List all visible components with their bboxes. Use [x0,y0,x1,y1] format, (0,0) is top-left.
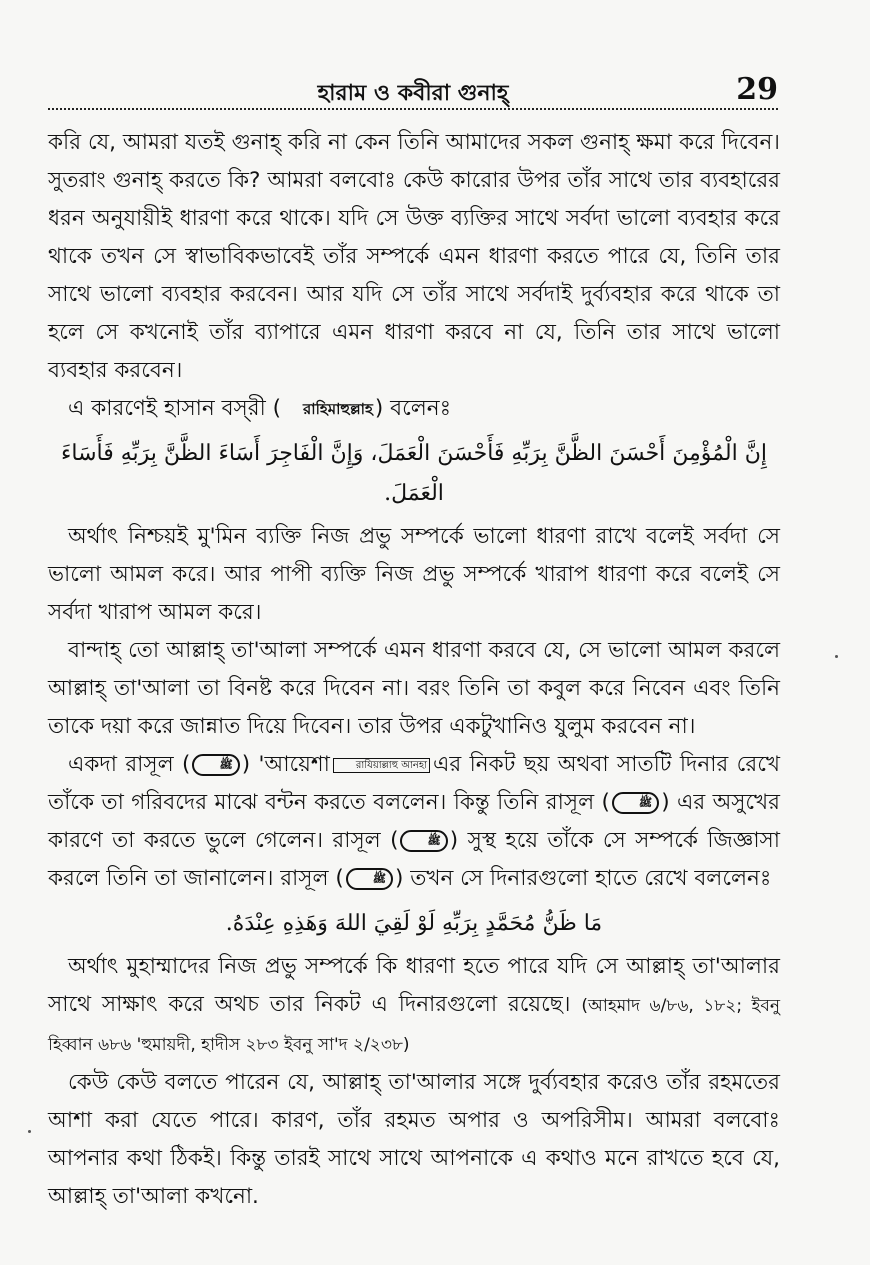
prophet-seal-icon: ﷺ [346,868,393,890]
p5-part-f: ) তখন সে দিনারগুলো হাতে রেখে বললেনঃ [395,866,772,891]
page-header [48,72,778,110]
paragraph-6-text: অর্থাৎ মুহাম্মাদের নিজ প্রভু সম্পর্কে কি ধারণা হতে পারে যদি সে আল্লাহ্ তা'আলার সাথে সাক্ষাৎ করে অথচ তার নিকট এ দিনারগুলো রয়েছে। [48,954,780,1017]
prophet-seal-icon: ﷺ [400,830,447,852]
arabic-quote-1: إِنَّ الْمُؤْمِنَ أَحْسَنَ الظَّنَّ بِرَبِّهِ فَأَحْسَنَ الْعَمَلَ، وَإِنَّ الْفَاجِرَ أَسَاءَ الظَّنَّ بِرَبِّهِ فَأَسَاءَ الْعَمَلَ. [61,441,767,506]
paragraph-7: কেউ কেউ বলতে পারেন যে, আল্লাহ্ তা'আলার সঙ্গে দুর্ব্যবহার করেও তাঁর রহমতের আশা করা যেতে পারে। কারণ, তাঁর রহমত অপার ও অপরিসীম। আমরা বলবোঃ আপনার কথা ঠিকই। কিন্তু তারই সাথে সাথে আপনাকে এ কথাও মনে রাখতে হবে যে, আল্লাহ্ তা'আলা কখনো. [48,1070,780,1209]
paragraph-2-lead: এ কারণেই হাসান বস্‌রী ( [68,396,281,421]
page-number: 29 [736,72,778,107]
paragraph-6 [48,948,780,1064]
paragraph-3: অর্থাৎ নিশ্চয়ই মু'মিন ব্যক্তি নিজ প্রভু সম্পর্কে ভালো ধারণা রাখে বলেই সর্বদা সে ভালো আমল করে। আর পাপী ব্যক্তি নিজ প্রভু সম্পর্কে খারাপ ধারণা করে বলেই সে সর্বদা খারাপ আমল করে। [48,524,780,625]
paragraph-1: করি যে, আমরা যতই গুনাহ্ করি না কেন তিনি আমাদের সকল গুনাহ্ ক্ষমা করে দিবেন। সুতরাং গুনাহ্ করতে কি? আমরা বলবোঃ কেউ কারোর উপর তাঁর সাথে তার ব্যবহারের ধরন অনুযায়ীই ধারণা করে থাকে। যদি সে উক্ত ব্যক্তির সাথে সর্বদা ভালো ব্যবহার করে থাকে তখন সে স্বাভাবিকভাবেই তাঁর সম্পর্কে এমন ধারণা করতে পারে যে, তিনি তার সাথে ভালো ব্যবহার করবেন। আর যদি সে তাঁর সাথে সর্বদাই দুর্ব্যবহার করে থাকে তা হলে সে কখনোই তাঁর ব্যাপারে এমন ধারণা করবে না যে, তিনি তার সাথে ভালো ব্যবহার করবেন। [48,130,780,383]
running-title: হারাম ও কবীরা গুনাহ্ [317,81,509,106]
p5-part-c: এর নিকট ছয় অথবা সাতটি দিনার রেখে তাঁকে তা গরিবদের মাঝে বন্টন করতে বললেন। কিন্তু তিনি রাসূল ( [48,752,780,815]
paragraph-2-tail: ) বলেনঃ [374,396,452,421]
p5-part-e: ) সুস্থ হয়ে তাঁকে সে সম্পর্কে জিজ্ঞাসা করলে তিনি তা জানালেন। রাসূল ( [48,828,780,891]
prophet-seal-icon: ﷺ [612,792,659,814]
paragraph-5 [48,746,780,898]
citation: (আহমাদ ৬/৮৬, ১৮২; ইবনু হিব্বান ৬৮৬ 'হুমায়দী, হাদীস ২৮৩ ইবনু সা'দ ২/২৩৮) [48,996,781,1055]
scan-speck [28,1130,31,1133]
scan-speck [835,655,838,658]
p5-part-d: ) এর অসুখের কারণে তা করতে ভুলে গেলেন। রাসূল ( [48,790,780,853]
page-body [48,124,780,1216]
arabic-quote-2: مَا ظَنُّ مُحَمَّدٍ بِرَبِّهِ لَوْ لَقِيَ اللهَ وَهَذِهِ عِنْدَهُ. [225,911,603,936]
prophet-seal-icon: ﷺ [192,754,239,776]
p5-part-b: ) 'আয়েশা [241,752,330,777]
aisha-seal-icon: রাযিয়াল্লাহু আনহা [333,758,430,773]
paragraph-2 [48,390,780,428]
rahimahullah-seal: রাহিমাহুল্লাহ [302,400,373,418]
paragraph-4: বান্দাহ্ তো আল্লাহ্ তা'আলা সম্পর্কে এমন ধারণা করবে যে, সে ভালো আমল করলে আল্লাহ্ তা'আলা তা বিনষ্ট করে দিবেন না। বরং তিনি তা কবুল করে নিবেন এবং তিনি তাকে দয়া করে জান্নাত দিয়ে দিবেন। তার উপর একটুখানিও যুলুম করবেন না। [48,638,780,739]
p5-part-a: একদা রাসূল ( [68,752,191,777]
